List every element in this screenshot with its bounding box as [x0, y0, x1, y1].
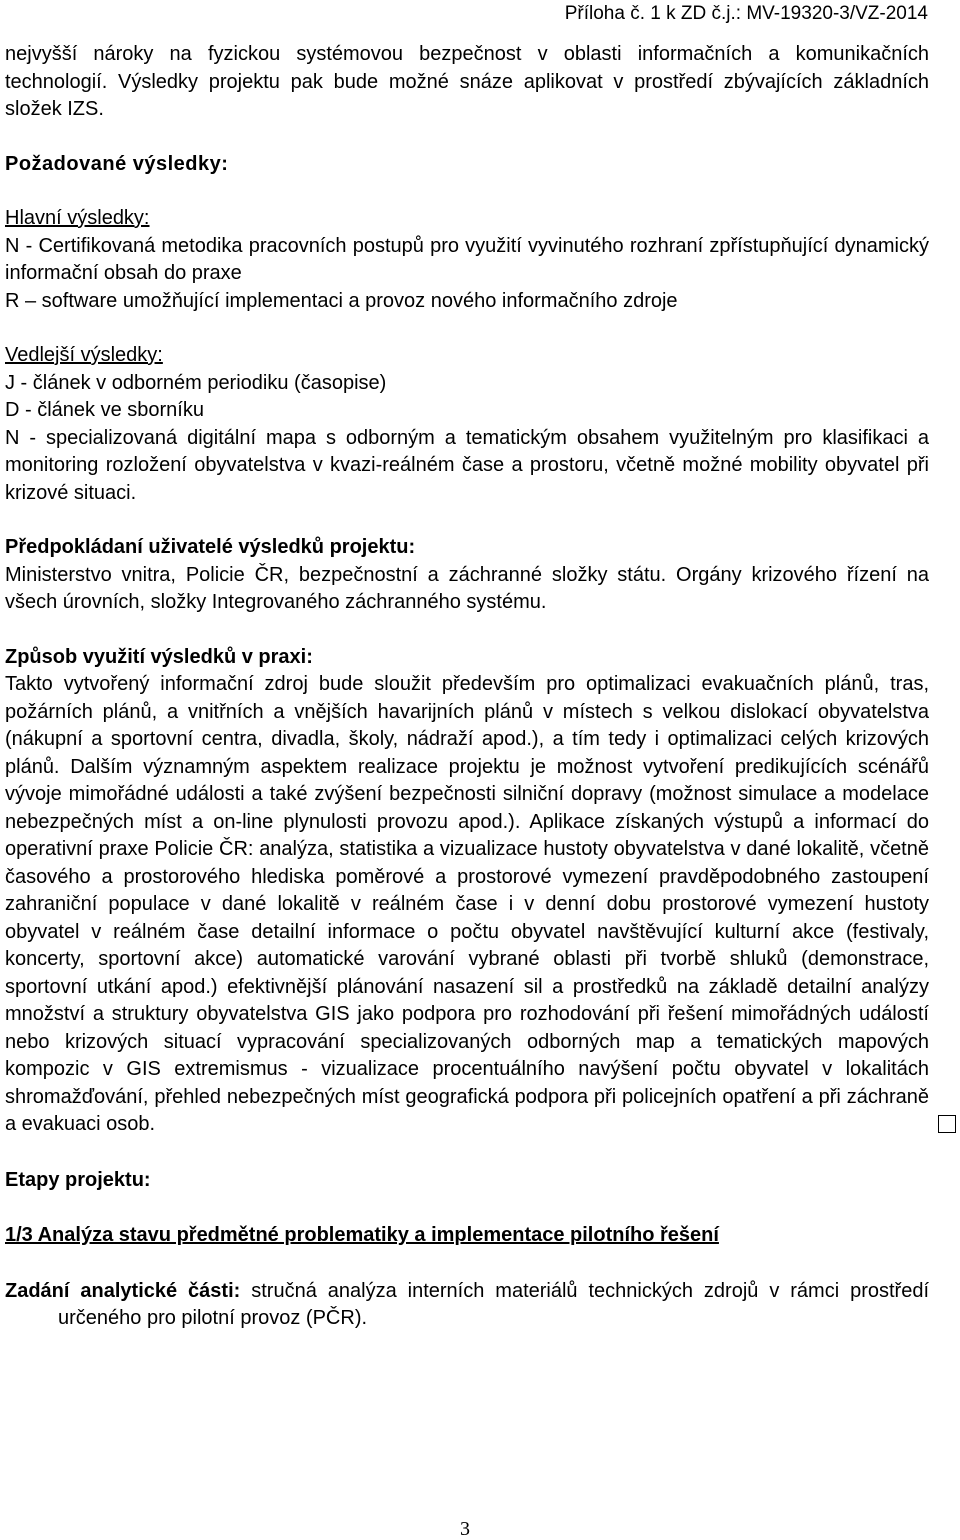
assignment-paragraph	[5, 1278, 929, 1333]
secondary-result-item: D - článek ve sborníku	[5, 399, 204, 421]
assignment-text: stručná analýza interních materiálů technických zdrojů v rámci prostředí určeného pro pilotní provoz (PČR).	[58, 1279, 929, 1329]
annex-reference: Příloha č. 1 k ZD č.j.: MV-19320-3/VZ-2014	[564, 3, 928, 24]
required-results-heading: Požadované výsledky:	[5, 152, 229, 175]
secondary-result-item: N - specializovaná digitální mapa s odborným a tematickým obsahem využitelným pro klasifikaci a monitoring rozložení obyvatelstva v kvazi-reálném čase a prostoru, včetně možné mobility obyvatel při krizové situaci.	[5, 426, 929, 504]
main-result-item: R – software umožňující implementaci a provoz nového informačního zdroje	[5, 289, 678, 312]
page-number: 3	[460, 1518, 470, 1540]
usage-heading: Způsob využití výsledků v praxi:	[5, 645, 313, 668]
intro-paragraph: nejvyšší nároky na fyzickou systémovou bezpečnost v oblasti informačních a komunikačních technologií. Výsledky projektu pak bude možné snáze aplikovat v prostředí zbývajících základních složek IZS.	[5, 43, 929, 120]
secondary-result-item: J - článek v odborném periodiku (časopise)	[5, 371, 387, 394]
users-heading: Předpokládaní uživatelé výsledků projektu:	[5, 536, 416, 558]
stages-heading: Etapy projektu:	[5, 1168, 151, 1191]
usage-text: Takto vytvořený informační zdroj bude sloužit především pro optimalizaci evakuačních plánů, tras, požárních plánů, a vnitřních a vnějších havarijních plánů v místech s velkou dislokací obyvatelstva (nákupní a sportovní centra, divadla, školy, nádraží apod.), a tím tedy i optimalizaci celých krizových plánů. Dalším významným aspektem realizace projektu je možnost vytvoření predikujících scénářů vývoje mimořádné události a také zvýšení bezpečnosti silniční dopravy (možnost simulace a modelace nebezpečných míst a on-line plynulosti provozu apod.). Aplikace získaných výstupů a informací do operativní praxe Policie ČR: analýza, statistika a vizualizace hustoty obyvatelstva v dané lokalitě, včetně časového a prostorového hlediska poměrové a prostorové vymezení pravděpodobného zastoupení zahraniční populace v dané lokalitě v reálném čase i v denní dobu prostorové vymezení hustoty obyvatel v reálném čase detailní informace o počtu obyvatel navštěvující kulturní akce (festivaly, koncerty, sportovní akce) automatické varování vybrané oblasti při tvorbě shluků (demonstrace, sportovní utkání apod.) efektivnější plánování nasazení sil a prostředků na základě detailní analýzy množství a struktury obyvatelstva GIS jako podpora pro rozhodování při řešení mimořádných událostí nebo krizových situací vypracování specializovaných odborných map a tematických mapových kompozic v GIS extremismus - vizualizace procentuálního navýšení počtu obyvatel v lokalitách shromažďování, přehled nebezpečných míst geografická podpora při policejních opatření a při záchraně a evakuaci osob.	[5, 673, 929, 1135]
document-body	[5, 41, 929, 1333]
checkbox-square-icon	[938, 1115, 956, 1133]
secondary-results-label: Vedlejší výsledky:	[5, 344, 163, 366]
main-results-label: Hlavní výsledky:	[5, 207, 150, 229]
users-text: Ministerstvo vnitra, Policie ČR, bezpečnostní a záchranné složky státu. Orgány krizového řízení na všech úrovních, složky Integrovaného záchranného systému.	[5, 563, 929, 613]
main-result-item: N - Certifikovaná metodika pracovních postupů pro využití vyvinutého rozhraní zpřístupňující dynamický informační obsah do praxe	[5, 234, 929, 284]
stage1-title: 1/3 Analýza stavu předmětné problematiky a implementace pilotního řešení	[5, 1224, 719, 1246]
assignment-label: Zadání analytické části:	[5, 1279, 241, 1302]
